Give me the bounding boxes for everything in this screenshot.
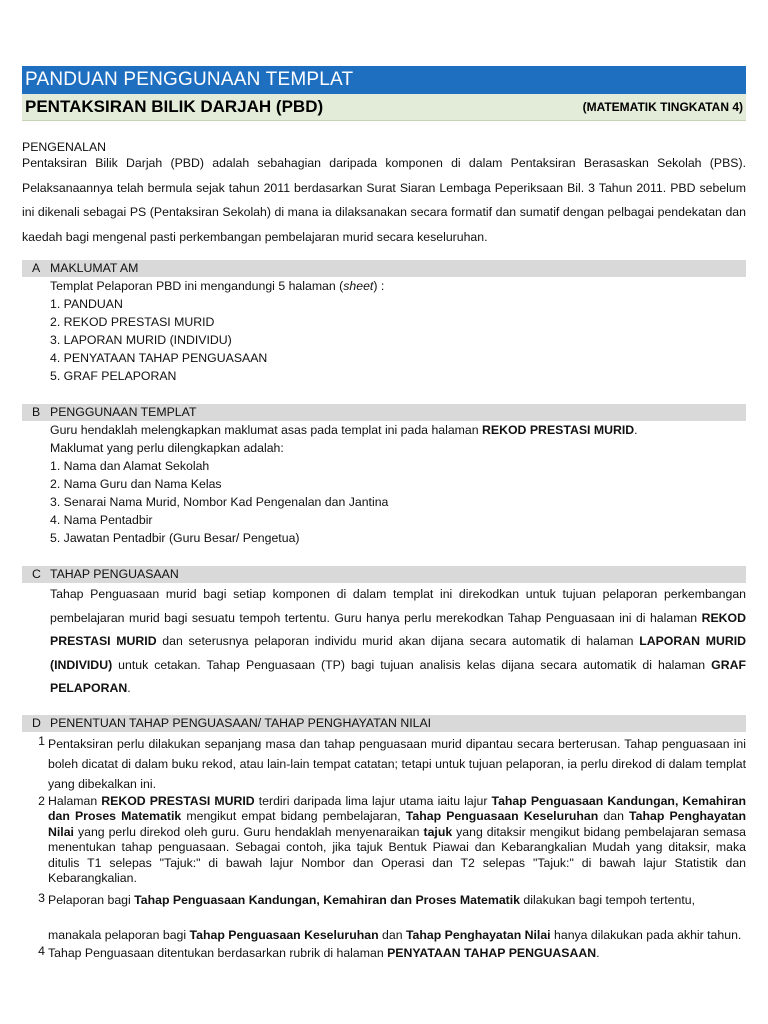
- section-b-header: [22, 404, 746, 421]
- introduction-section: [22, 139, 746, 249]
- section-a-body: [22, 277, 746, 385]
- item-3-bold-2: Tahap Penguasaan Keseluruhan: [189, 928, 379, 943]
- section-c: [22, 566, 746, 701]
- item-3-bold-1: Tahap Penguasaan Kandungan, Kemahiran dan Proses Matematik: [134, 893, 521, 908]
- section-b-body: [22, 421, 746, 547]
- section-b-line1-bold: REKOD PRESTASI MURID: [482, 423, 635, 437]
- document-title: PANDUAN PENGGUNAAN TEMPLAT: [22, 66, 746, 94]
- section-a-intro-italic: sheet: [343, 279, 374, 293]
- item-2-text-3: mengikut empat bidang pembelajaran,: [181, 809, 406, 824]
- document-page: [22, 66, 746, 962]
- section-d-item-3: [22, 891, 746, 944]
- item-4-text-2: .: [596, 946, 600, 961]
- item-text: [48, 891, 746, 944]
- item-4-bold-1: PENYATAAN TAHAP PENGUASAAN: [387, 946, 597, 961]
- section-a-header: [22, 260, 746, 277]
- item-text: [48, 794, 746, 888]
- section-c-text-4: .: [127, 681, 131, 695]
- section-b-line1-text: Guru hendaklah melengkapkan maklumat asas pada templat ini pada halaman: [50, 423, 483, 437]
- list-item: 3. LAPORAN MURID (INDIVIDU): [50, 333, 232, 347]
- section-c-bold-3: GRAF PELAPORAN: [50, 657, 746, 695]
- list-item: 5. GRAF PELAPORAN: [50, 369, 177, 383]
- section-c-text-1: Tahap Penguasaan murid bagi setiap komponen di dalam templat ini direkodkan untuk tujuan pelaporan perkembangan pembelajaran murid bagi sesuatu tempoh tertentu. Guru hanya perlu merekodkan Tahap Penguasaan ini di halaman: [50, 587, 746, 625]
- list-item: 3. Senarai Nama Murid, Nombor Kad Pengenalan dan Jantina: [50, 495, 389, 509]
- section-c-bold-1: REKOD PRESTASI MURID: [50, 610, 746, 648]
- section-c-header: [22, 566, 746, 583]
- section-b-title: PENGGUNAAN TEMPLAT: [50, 405, 197, 419]
- section-d-item-2: [22, 794, 746, 888]
- item-2-bold-3: Tahap Penguasaan Keseluruhan: [405, 809, 599, 824]
- section-a-intro: [50, 277, 746, 295]
- section-d-header: [22, 715, 746, 732]
- form-label: (MATEMATIK TINGKATAN 4): [582, 100, 743, 114]
- item-2-bold-4: Tahap Penghayatan Nilai: [48, 809, 746, 839]
- section-d-item-4: [22, 944, 746, 962]
- item-3-text-1: Pelaporan bagi: [48, 893, 135, 908]
- item-2-bold-5: tajuk: [423, 824, 453, 839]
- section-a-letter: A: [32, 261, 41, 275]
- section-c-bold-2: LAPORAN MURID (INDIVIDU): [50, 634, 746, 672]
- section-c-title: TAHAP PENGUASAAN: [50, 567, 179, 581]
- section-c-text-3: untuk cetakan. Tahap Penguasaan (TP) bagi tujuan analisis kelas dijana secara automatik di halaman: [112, 657, 712, 672]
- item-2-text-2: terdiri daripada lima lajur utama iaitu lajur: [254, 793, 492, 808]
- item-number: 2: [38, 793, 45, 808]
- section-c-letter: C: [32, 567, 41, 581]
- section-a: [22, 260, 746, 385]
- item-2-text-5: yang perlu direkod oleh guru. Guru hendaklah menyenaraikan: [73, 824, 424, 839]
- document-subtitle: PENTAKSIRAN BILIK DARJAH (PBD): [25, 97, 324, 116]
- section-d-title: PENENTUAN TAHAP PENGUASAAN/ TAHAP PENGHAYATAN NILAI: [50, 715, 432, 730]
- list-item: 4. PENYATAAN TAHAP PENGUASAAN: [50, 351, 268, 365]
- item-2-bold-2: Tahap Penguasaan Kandungan, Kemahiran dan Proses Matematik: [48, 793, 746, 824]
- item-2-text-4: dan: [598, 809, 630, 824]
- section-b: [22, 404, 746, 547]
- list-item: 5. Jawatan Pentadbir (Guru Besar/ Pengetua): [50, 531, 300, 545]
- section-d-letter: D: [32, 715, 41, 730]
- item-3-line-2: [48, 926, 746, 944]
- item-3-text-3: manakala pelaporan bagi: [48, 928, 190, 943]
- section-d: [22, 715, 746, 963]
- item-4-text-1: Tahap Penguasaan ditentukan berdasarkan rubrik di halaman: [48, 946, 388, 961]
- section-a-title: MAKLUMAT AM: [50, 261, 139, 275]
- item-text: [48, 944, 746, 962]
- section-b-letter: B: [32, 405, 41, 419]
- item-text: Pentaksiran perlu dilakukan sepanjang masa dan tahap penguasaan murid dipantau secara berterusan. Tahap penguasaan ini boleh dicatat di dalam buku rekod, atau lain-lain tempat catatan; tetapi untuk tujuan pelaporan, ia perlu direkod di dalam templat yang dibekalkan ini.: [48, 736, 746, 791]
- item-2-text-1: Halaman: [48, 793, 102, 808]
- item-2-text-6: yang ditaksir mengikut bidang pembelajaran semasa menentukan tahap penguasaan. Sebagai contoh, jika tajuk Bentuk Piawai dan Kebarangkalian Mudah yang ditaksir, maka ditulis T1 selepas "Tajuk:" di bawah lajur Nombor dan Operasi dan T2 selepas "Tajuk:" di bawah lajur Statistik dan Kebarangkalian.: [48, 824, 746, 886]
- item-3-text-4: dan: [378, 928, 406, 943]
- section-c-body: [22, 583, 746, 701]
- list-item: 1. PANDUAN: [50, 297, 123, 311]
- item-3-line-1: [48, 891, 746, 909]
- section-b-line1-end: .: [634, 423, 638, 437]
- item-number: 3: [38, 891, 45, 906]
- list-item: 2. REKOD PRESTASI MURID: [50, 315, 215, 329]
- item-number: 1: [38, 733, 45, 748]
- section-b-line1: [50, 421, 746, 439]
- item-number: 4: [38, 944, 45, 959]
- item-3-text-2: dilakukan bagi tempoh tertentu,: [520, 893, 696, 908]
- list-item: 4. Nama Pentadbir: [50, 513, 153, 527]
- subtitle-bar: [22, 94, 746, 121]
- item-3-bold-3: Tahap Penghayatan Nilai: [405, 928, 551, 943]
- intro-paragraph: Pentaksiran Bilik Darjah (PBD) adalah sebahagian daripada komponen di dalam Pentaksiran Berasaskan Sekolah (PBS). Pelaksanaannya telah bermula sejak tahun 2011 berdasarkan Surat Siaran Lembaga Peperiksaan Bil. 3 Tahun 2011. PBD sebelum ini dikenali sebagai PS (Pentaksiran Sekolah) di mana ia dilaksanakan secara formatif dan sumatif dengan pelbagai pendekatan dan kaedah bagi mengenal pasti perkembangan pembelajaran murid secara keseluruhan.: [22, 156, 746, 244]
- section-a-intro-end: ) :: [373, 279, 385, 293]
- section-b-line2: Maklumat yang perlu dilengkapkan adalah:: [50, 441, 284, 455]
- item-2-bold-1: REKOD PRESTASI MURID: [101, 793, 255, 808]
- section-d-item-1: [22, 734, 746, 794]
- list-item: 1. Nama dan Alamat Sekolah: [50, 459, 210, 473]
- section-c-text-2: dan seterusnya pelaporan individu murid akan dijana secara automatik di halaman: [156, 634, 640, 648]
- list-item: 2. Nama Guru dan Nama Kelas: [50, 477, 222, 491]
- intro-heading: PENGENALAN: [22, 140, 107, 154]
- item-3-text-5: hanya dilakukan pada akhir tahun.: [550, 928, 742, 943]
- section-a-intro-text: Templat Pelaporan PBD ini mengandungi 5 halaman (: [50, 279, 344, 293]
